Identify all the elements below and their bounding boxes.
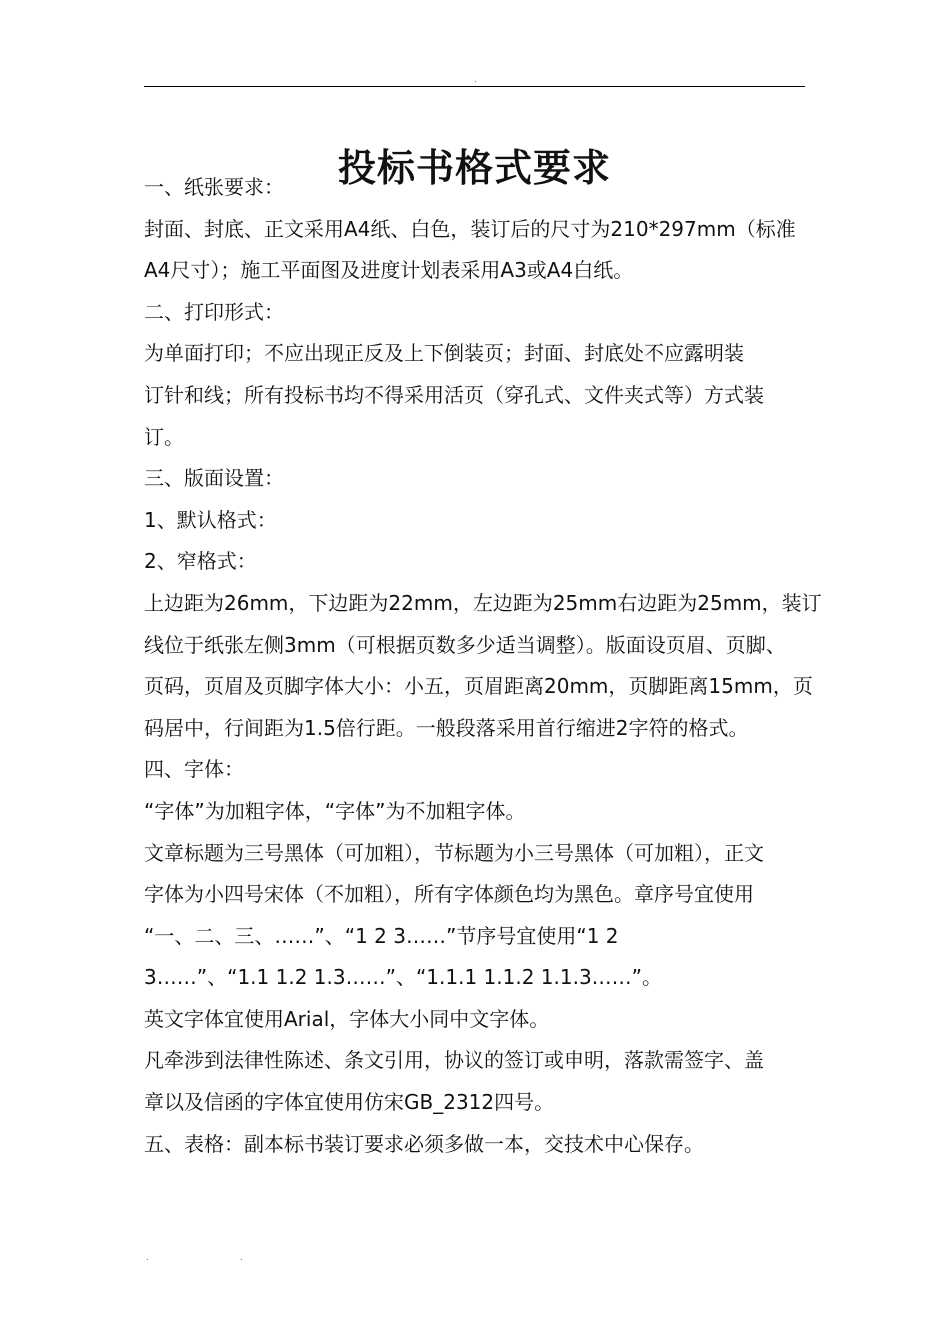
paragraph-line: 字体为小四号宋体（不加粗），所有字体颜色均为黑色。章序号宜使用 <box>144 882 754 907</box>
paragraph-line: A4尺寸）；施工平面图及进度计划表采用A3或A4白纸。 <box>144 258 634 283</box>
paragraph-line: 订针和线；所有投标书均不得采用活页（穿孔式、文件夹式等）方式装 <box>144 382 764 407</box>
header-rule <box>144 86 805 87</box>
header-mark: . <box>474 75 477 84</box>
paragraph-line: 订。 <box>144 424 184 449</box>
heading-layout-settings: 三、版面设置： <box>144 466 284 491</box>
footer-right-mark: . <box>240 1253 243 1262</box>
paragraph-line: 上边距为26mm，下边距为22mm，左边距为25mm右边距为25mm，装订 <box>144 590 822 615</box>
paragraph-line: 封面、封底、正文采用A4纸、白色，装订后的尺寸为210*297mm（标准 <box>144 216 796 241</box>
footer-left-mark: . <box>146 1253 149 1262</box>
heading-tables: 五、表格：副本标书装订要求必须多做一本，交技术中心保存。 <box>144 1131 704 1156</box>
document-title: 投标书格式要求 <box>337 146 611 191</box>
subheading-default-format: 1、默认格式： <box>144 507 277 532</box>
paragraph-line: 页码，页眉及页脚字体大小：小五，页眉距离20mm，页脚距离15mm，页 <box>144 674 813 699</box>
document-body <box>144 167 822 1165</box>
paragraph-line: 章以及信函的字体宜使用仿宋GB_2312四号。 <box>144 1090 555 1115</box>
paragraph-line: “一、二、三、……”、“1 2 3……”节序号宜使用“1 2 <box>144 923 619 948</box>
subheading-narrow-format: 2、窄格式： <box>144 549 257 574</box>
paragraph-line: 为单面打印；不应出现正反及上下倒装页；封面、封底处不应露明装 <box>144 341 744 366</box>
heading-fonts: 四、字体： <box>144 757 244 782</box>
paragraph-line: “字体”为加粗字体，“字体”为不加粗字体。 <box>144 798 526 823</box>
paragraph-line: 码居中，行间距为1.5倍行距。一般段落采用首行缩进2字符的格式。 <box>144 715 749 740</box>
paragraph-line: 文章标题为三号黑体（可加粗），节标题为小三号黑体（可加粗），正文 <box>144 840 764 865</box>
paragraph-line: 线位于纸张左侧3mm（可根据页数多少适当调整）。版面设页眉、页脚、 <box>144 632 786 657</box>
paragraph-line: 3……”、“1.1 1.2 1.3……”、“1.1.1 1.1.2 1.1.3……”。 <box>144 965 663 990</box>
paragraph-line: 英文字体宜使用Arial，字体大小同中文字体。 <box>144 1006 550 1031</box>
heading-print-format: 二、打印形式： <box>144 299 284 324</box>
paragraph-line: 凡牵涉到法律性陈述、条文引用，协议的签订或申明，落款需签字、盖 <box>144 1048 764 1073</box>
heading-paper-requirements: 一、纸张要求： <box>144 175 284 199</box>
